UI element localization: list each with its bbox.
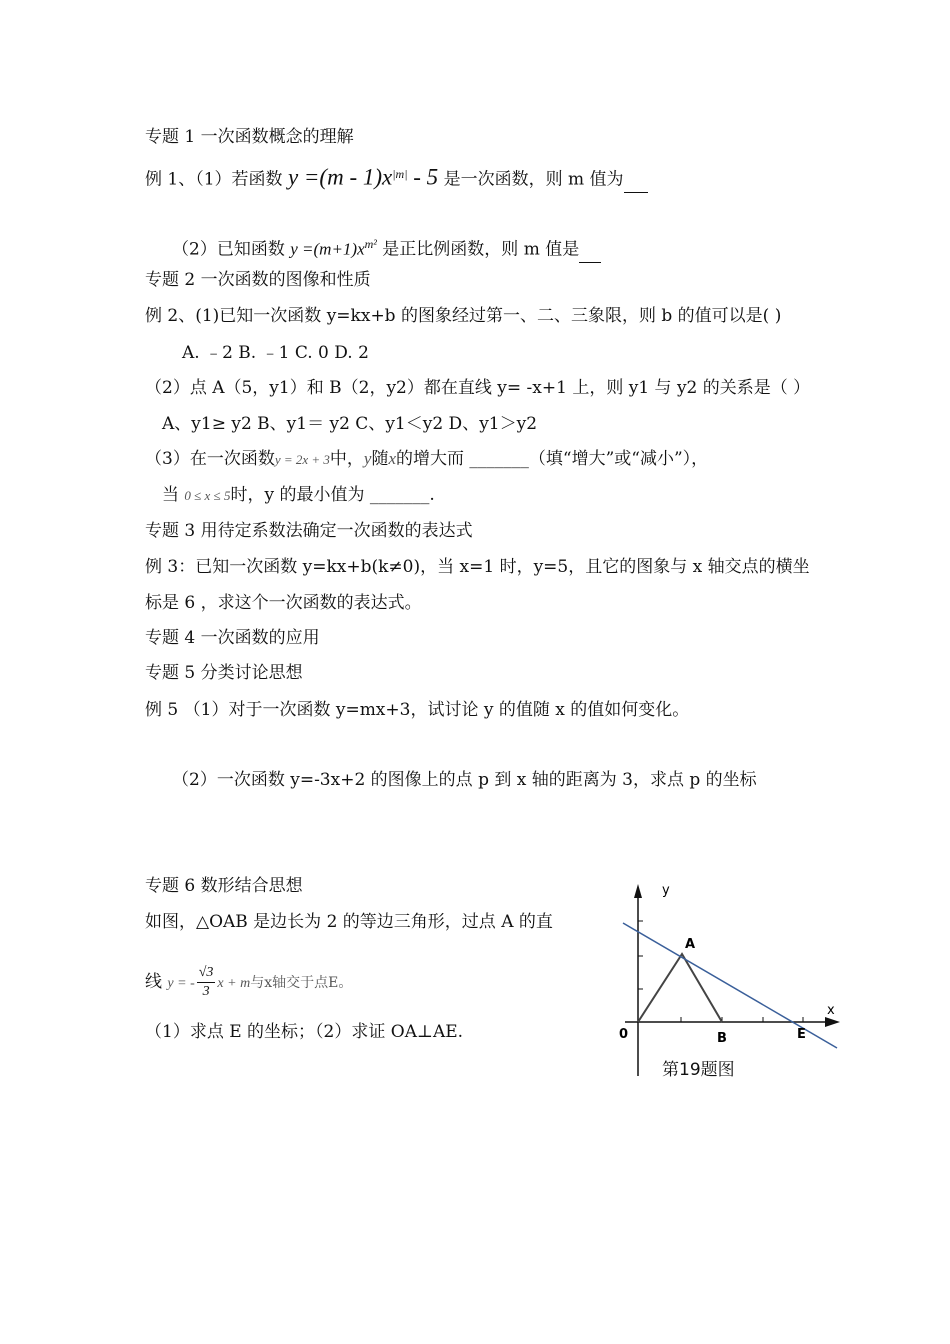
ex1-formula-tail: - 5 — [407, 164, 439, 190]
topic5-title: 专题 5 分类讨论思想 — [145, 663, 303, 683]
example5-q2: （2）一次函数 y=-3x+2 的图像上的点 p 到 x 轴的距离为 3，求点 p 的坐标 — [172, 770, 757, 790]
ex1-part2-formula: y =(m+1)x — [290, 239, 365, 259]
ex2-q3-mid2: 随 — [371, 449, 389, 469]
ex2-q3-range: 0 ≤ x ≤ 5 — [184, 488, 231, 503]
ex2-q3-suffix: 的增大而 _______（填“增大”或“减小”）， — [396, 449, 709, 469]
example2-q1: 例 2、(1)已知一次函数 y=kx+b 的图象经过第一、二、三象限，则 b 的值可以是( ) — [145, 306, 782, 326]
example5-q1: 例 5 （1）对于一次函数 y=mx+3，试讨论 y 的值随 x 的值如何变化。 — [145, 700, 690, 720]
example1-part2 — [172, 232, 601, 263]
ex6-fraction — [197, 964, 216, 1001]
topic3-title: 专题 3 用待定系数法确定一次函数的表达式 — [145, 521, 473, 541]
label-o: 0 — [619, 1027, 629, 1042]
topic4-title: 专题 4 一次函数的应用 — [145, 628, 320, 648]
ex2-q3-line2-prefix: 当 — [162, 485, 185, 505]
example3-line2: 标是 6 ，求这个一次函数的表达式。 — [145, 593, 422, 613]
ex6-eq-rhs: x + m — [217, 976, 251, 991]
label-y: y — [662, 883, 670, 898]
ex1-part2-answer-blank — [579, 238, 601, 263]
topic2-title: 专题 2 一次函数的图像和性质 — [145, 270, 371, 290]
example2-q3-line2 — [162, 483, 435, 508]
ex1-answer-blank — [624, 168, 648, 193]
example6-line2 — [145, 962, 352, 1004]
ex2-q3-mid: 中， — [329, 449, 364, 469]
example6-line1: 如图，△OAB 是边长为 2 的等边三角形，过点 A 的直 — [145, 912, 553, 932]
x-axis-arrow — [825, 1017, 840, 1027]
ex1-prefix: 例 1、（1）若函数 — [145, 169, 288, 190]
label-e: E — [797, 1027, 806, 1042]
ex2-q3-x: x — [388, 449, 397, 468]
ex2-q3-prefix: （3）在一次函数 — [145, 449, 275, 469]
ex6-frac-num: √3 — [197, 964, 216, 983]
example3-line1: 例 3：已知一次函数 y=kx+b(k≠0)，当 x=1 时，y=5，且它的图象与 x 轴交点的横坐 — [145, 557, 810, 577]
ex1-exponent: |m| — [392, 167, 408, 181]
example6-line3: （1）求点 E 的坐标；（2）求证 OA⊥AE. — [145, 1022, 464, 1042]
example1-part1 — [145, 162, 648, 193]
label-a: A — [685, 937, 696, 952]
ex2-q3-formula: y = 2x + 3 — [274, 452, 330, 467]
label-x: x — [827, 1003, 835, 1018]
ex1-part2-exponent: m² — [364, 237, 377, 251]
ex2-q3-y: y — [363, 449, 372, 468]
ex1-part2-suffix: 是正比例函数，则 m 值是 — [376, 239, 580, 260]
ex6-frac-den: 3 — [202, 984, 210, 999]
ex6-line2-suffix: 与x轴交于点E。 — [250, 975, 353, 991]
ex2-q3-line2-suffix: 时，y 的最小值为 _______. — [230, 485, 435, 505]
example2-q1-options: A. ﹣2 B. ﹣1 C. 0 D. 2 — [182, 343, 369, 363]
example2-q2-options: A、y1≥ y2 B、y1＝ y2 C、y1＜y2 D、y1＞y2 — [162, 414, 538, 434]
label-b: B — [717, 1031, 727, 1046]
topic6-title: 专题 6 数形结合思想 — [145, 876, 303, 896]
triangle-oab — [638, 954, 722, 1022]
y-axis-arrow — [634, 884, 642, 898]
example2-q3-line1 — [145, 447, 708, 472]
topic1-title: 专题 1 一次函数概念的理解 — [145, 127, 354, 147]
figure-caption: 第19题图 — [662, 1060, 735, 1080]
ex1-part2-prefix: （2）已知函数 — [172, 239, 291, 260]
example2-q2: （2）点 A（5，y1）和 B（2，y2）都在直线 y= -x+1 上，则 y1 与 y2 的关系是（ ） — [145, 378, 811, 398]
ex6-eq-lhs: y = - — [167, 976, 195, 991]
ex1-formula: y =(m - 1)x — [287, 164, 393, 190]
ex6-line2-prefix: 线 — [145, 972, 168, 992]
ex1-suffix: 是一次函数，则 m 值为 — [438, 169, 624, 190]
